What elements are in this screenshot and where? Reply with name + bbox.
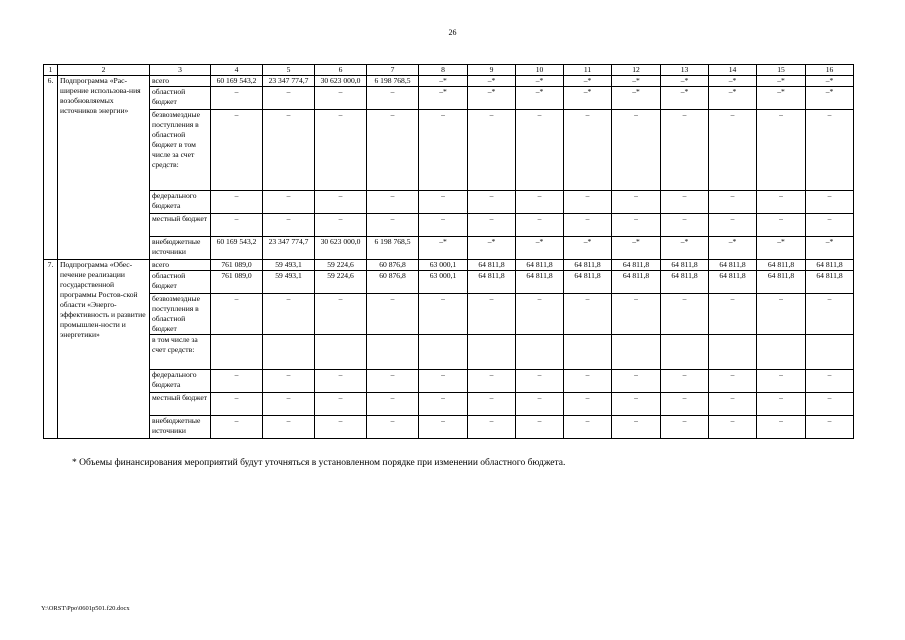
table-row <box>44 260 854 271</box>
value-cell: – <box>709 416 757 439</box>
value-cell: 59 493,1 <box>263 271 315 294</box>
column-header: 16 <box>806 65 854 76</box>
value-cell: – <box>211 294 263 335</box>
value-cell: 64 811,8 <box>757 260 806 271</box>
value-cell <box>661 335 709 370</box>
value-cell: – <box>367 370 419 393</box>
value-cell: – <box>263 416 315 439</box>
value-cell: –* <box>661 87 709 110</box>
program-name: Подпрограмма «Обес-печение реализации государственной программы Ростов-ской области «Энерго-эффективность и развитие промышлен-ности и энергетики» <box>58 260 150 439</box>
value-cell: –* <box>757 237 806 260</box>
table-row <box>44 335 854 370</box>
program-name: Подпрограмма «Рас-ширение использова-ния возобновляемых источников энергии» <box>58 76 150 260</box>
value-cell: 59 224,6 <box>315 271 367 294</box>
column-header: 7 <box>367 65 419 76</box>
value-cell: 64 811,8 <box>612 260 661 271</box>
table-row <box>44 370 854 393</box>
table-row <box>44 76 854 87</box>
funding-source: безвозмездные поступления в областной бюджет <box>150 294 211 335</box>
value-cell: – <box>564 110 612 191</box>
value-cell: – <box>367 87 419 110</box>
value-cell: 30 623 000,0 <box>315 76 367 87</box>
value-cell <box>757 335 806 370</box>
value-cell: 64 811,8 <box>709 260 757 271</box>
column-header: 11 <box>564 65 612 76</box>
value-cell <box>564 335 612 370</box>
funding-source: областной бюджет <box>150 271 211 294</box>
value-cell: –* <box>612 87 661 110</box>
value-cell: – <box>806 416 854 439</box>
value-cell: – <box>806 191 854 214</box>
value-cell: – <box>612 214 661 237</box>
value-cell: – <box>806 370 854 393</box>
value-cell: –* <box>806 76 854 87</box>
value-cell: –* <box>564 87 612 110</box>
table-row <box>44 110 854 191</box>
value-cell: – <box>211 370 263 393</box>
value-cell: – <box>709 191 757 214</box>
value-cell: – <box>367 191 419 214</box>
value-cell: – <box>468 110 516 191</box>
value-cell <box>806 335 854 370</box>
value-cell: –* <box>419 76 468 87</box>
funding-source: местный бюджет <box>150 214 211 237</box>
value-cell: – <box>564 393 612 416</box>
value-cell: – <box>367 416 419 439</box>
table-row <box>44 87 854 110</box>
value-cell: 63 000,1 <box>419 260 468 271</box>
value-cell <box>263 335 315 370</box>
value-cell: – <box>315 214 367 237</box>
value-cell: 60 169 543,2 <box>211 76 263 87</box>
value-cell: – <box>516 294 564 335</box>
value-cell: – <box>315 370 367 393</box>
column-header: 1 <box>44 65 58 76</box>
value-cell: – <box>612 191 661 214</box>
value-cell: – <box>612 370 661 393</box>
value-cell: 64 811,8 <box>661 260 709 271</box>
value-cell: –* <box>806 87 854 110</box>
value-cell <box>612 335 661 370</box>
value-cell: – <box>211 191 263 214</box>
value-cell: –* <box>516 76 564 87</box>
funding-source: внебюджетные источники <box>150 416 211 439</box>
column-header: 8 <box>419 65 468 76</box>
value-cell: –* <box>564 76 612 87</box>
value-cell <box>367 335 419 370</box>
funding-source: всего <box>150 76 211 87</box>
column-header: 15 <box>757 65 806 76</box>
value-cell: – <box>211 416 263 439</box>
value-cell: –* <box>757 87 806 110</box>
value-cell: 60 876,8 <box>367 260 419 271</box>
column-header: 14 <box>709 65 757 76</box>
value-cell: –* <box>757 76 806 87</box>
program-number: 6. <box>44 76 58 260</box>
value-cell: 60 876,8 <box>367 271 419 294</box>
value-cell: – <box>661 370 709 393</box>
value-cell: – <box>468 214 516 237</box>
value-cell: 64 811,8 <box>806 260 854 271</box>
value-cell: – <box>315 87 367 110</box>
value-cell <box>315 335 367 370</box>
value-cell: –* <box>516 87 564 110</box>
value-cell: – <box>419 294 468 335</box>
table-row <box>44 416 854 439</box>
value-cell: – <box>367 294 419 335</box>
value-cell: – <box>806 294 854 335</box>
value-cell: 6 198 768,5 <box>367 76 419 87</box>
value-cell: – <box>468 294 516 335</box>
table-row <box>44 294 854 335</box>
value-cell: 59 224,6 <box>315 260 367 271</box>
value-cell: – <box>564 294 612 335</box>
page-number: 26 <box>448 28 457 37</box>
value-cell: – <box>211 393 263 416</box>
value-cell <box>211 335 263 370</box>
value-cell: 64 811,8 <box>661 271 709 294</box>
value-cell: – <box>468 191 516 214</box>
value-cell: –* <box>709 87 757 110</box>
funding-source: безвозмездные поступления в областной бюджет в том числе за счет средств: <box>150 110 211 191</box>
table-row <box>44 191 854 214</box>
value-cell: 761 089,0 <box>211 271 263 294</box>
table-row <box>44 271 854 294</box>
table-row <box>44 214 854 237</box>
value-cell: 63 000,1 <box>419 271 468 294</box>
column-header-row <box>44 65 854 76</box>
value-cell <box>419 335 468 370</box>
value-cell: – <box>263 393 315 416</box>
value-cell: – <box>757 294 806 335</box>
value-cell: 64 811,8 <box>516 260 564 271</box>
value-cell: 64 811,8 <box>516 271 564 294</box>
funding-source: всего <box>150 260 211 271</box>
column-header: 5 <box>263 65 315 76</box>
value-cell <box>516 335 564 370</box>
value-cell: – <box>516 393 564 416</box>
value-cell: – <box>211 214 263 237</box>
value-cell: – <box>419 416 468 439</box>
value-cell: – <box>612 110 661 191</box>
value-cell: – <box>315 416 367 439</box>
column-header: 13 <box>661 65 709 76</box>
value-cell: 64 811,8 <box>709 271 757 294</box>
column-header: 10 <box>516 65 564 76</box>
funding-source: в том числе за счет средств: <box>150 335 211 370</box>
value-cell: 59 493,1 <box>263 260 315 271</box>
value-cell <box>468 335 516 370</box>
value-cell: – <box>263 87 315 110</box>
value-cell: – <box>516 370 564 393</box>
value-cell: – <box>661 393 709 416</box>
value-cell: –* <box>661 237 709 260</box>
value-cell: – <box>564 214 612 237</box>
column-header: 2 <box>58 65 150 76</box>
value-cell: – <box>263 191 315 214</box>
value-cell: – <box>757 214 806 237</box>
value-cell: – <box>516 214 564 237</box>
funding-source: местный бюджет <box>150 393 211 416</box>
value-cell: –* <box>419 87 468 110</box>
value-cell: 23 347 774,7 <box>263 76 315 87</box>
funding-source: областной бюджет <box>150 87 211 110</box>
value-cell: – <box>661 191 709 214</box>
value-cell: – <box>419 110 468 191</box>
table-row <box>44 393 854 416</box>
value-cell: – <box>612 393 661 416</box>
value-cell: 64 811,8 <box>564 271 612 294</box>
value-cell: – <box>367 214 419 237</box>
financing-table <box>43 64 854 439</box>
value-cell: – <box>612 416 661 439</box>
value-cell: –* <box>468 76 516 87</box>
value-cell: – <box>757 370 806 393</box>
value-cell: – <box>315 110 367 191</box>
value-cell: – <box>661 294 709 335</box>
value-cell: –* <box>516 237 564 260</box>
value-cell: – <box>661 214 709 237</box>
value-cell: – <box>757 191 806 214</box>
value-cell: – <box>315 294 367 335</box>
value-cell: 64 811,8 <box>468 260 516 271</box>
value-cell: –* <box>709 237 757 260</box>
footnote: * Объемы финансирования мероприятий будут уточняться в установленном порядке при изменении областного бюджета. <box>72 458 566 468</box>
value-cell: – <box>564 191 612 214</box>
value-cell: – <box>468 393 516 416</box>
value-cell: –* <box>806 237 854 260</box>
table-row <box>44 237 854 260</box>
value-cell: – <box>806 393 854 416</box>
value-cell: 64 811,8 <box>757 271 806 294</box>
value-cell: 64 811,8 <box>564 260 612 271</box>
value-cell: – <box>757 416 806 439</box>
value-cell: – <box>315 393 367 416</box>
value-cell: 30 623 000,0 <box>315 237 367 260</box>
value-cell: – <box>806 214 854 237</box>
value-cell: –* <box>419 237 468 260</box>
value-cell: – <box>709 393 757 416</box>
value-cell: – <box>468 416 516 439</box>
value-cell: – <box>564 370 612 393</box>
value-cell: – <box>419 214 468 237</box>
value-cell: – <box>419 370 468 393</box>
value-cell: – <box>367 393 419 416</box>
value-cell: – <box>315 191 367 214</box>
column-header: 12 <box>612 65 661 76</box>
column-header: 6 <box>315 65 367 76</box>
value-cell: – <box>757 393 806 416</box>
value-cell: – <box>709 370 757 393</box>
value-cell: – <box>263 294 315 335</box>
value-cell: – <box>709 214 757 237</box>
value-cell: 64 811,8 <box>468 271 516 294</box>
value-cell: – <box>806 110 854 191</box>
value-cell: – <box>263 370 315 393</box>
value-cell: 64 811,8 <box>806 271 854 294</box>
value-cell: 64 811,8 <box>612 271 661 294</box>
value-cell: 761 089,0 <box>211 260 263 271</box>
value-cell: –* <box>709 76 757 87</box>
funding-source: внебюджетные источники <box>150 237 211 260</box>
value-cell: – <box>757 110 806 191</box>
column-header: 3 <box>150 65 211 76</box>
value-cell: – <box>661 416 709 439</box>
value-cell: – <box>709 110 757 191</box>
value-cell: –* <box>468 237 516 260</box>
value-cell: – <box>709 294 757 335</box>
value-cell: 6 198 768,5 <box>367 237 419 260</box>
value-cell: – <box>564 416 612 439</box>
value-cell: – <box>468 370 516 393</box>
value-cell: –* <box>564 237 612 260</box>
value-cell: 60 169 543,2 <box>211 237 263 260</box>
value-cell: 23 347 774,7 <box>263 237 315 260</box>
value-cell: – <box>516 191 564 214</box>
value-cell: – <box>419 191 468 214</box>
column-header: 9 <box>468 65 516 76</box>
value-cell: – <box>211 87 263 110</box>
value-cell <box>709 335 757 370</box>
column-header: 4 <box>211 65 263 76</box>
value-cell: –* <box>468 87 516 110</box>
value-cell: – <box>516 110 564 191</box>
value-cell: –* <box>612 237 661 260</box>
value-cell: –* <box>612 76 661 87</box>
value-cell: –* <box>661 76 709 87</box>
value-cell: – <box>612 294 661 335</box>
value-cell: – <box>211 110 263 191</box>
value-cell: – <box>367 110 419 191</box>
value-cell: – <box>263 110 315 191</box>
value-cell: – <box>419 393 468 416</box>
value-cell: – <box>661 110 709 191</box>
value-cell: – <box>516 416 564 439</box>
funding-source: федерального бюджета <box>150 370 211 393</box>
funding-source: федерального бюджета <box>150 191 211 214</box>
file-path: Y:\ORST\Ppo\0601p501.f20.docx <box>41 605 130 612</box>
program-number: 7. <box>44 260 58 439</box>
value-cell: – <box>263 214 315 237</box>
